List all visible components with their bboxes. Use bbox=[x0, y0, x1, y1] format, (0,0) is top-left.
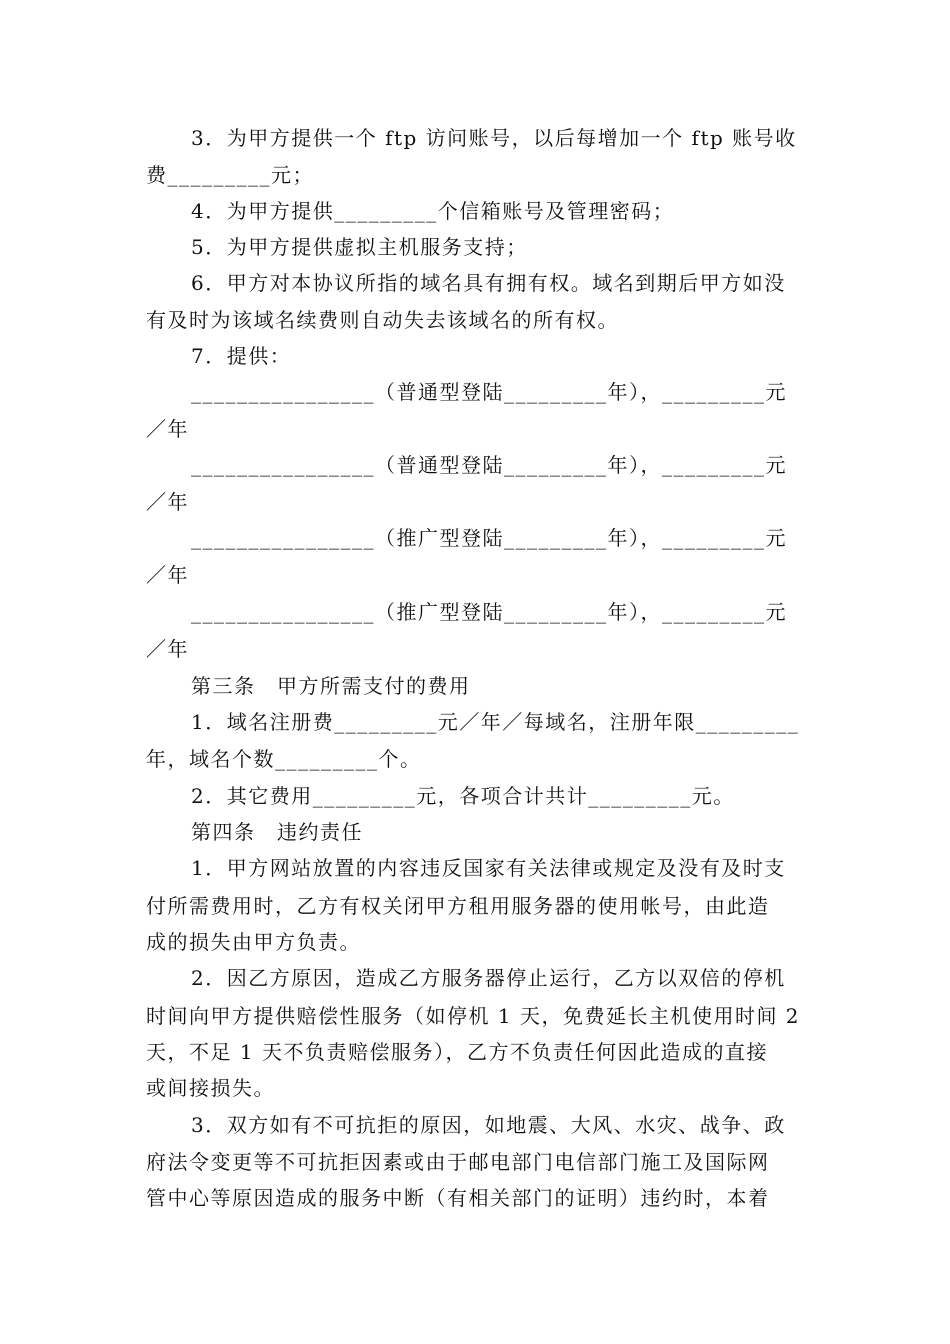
fee-row-unit: ／年 bbox=[146, 637, 189, 661]
text-line: 有及时为该域名续费则自动失去该域名的所有权。 bbox=[146, 308, 619, 332]
text-line: 时间向甲方提供赔偿性服务（如停机 1 天，免费延长主机使用时间 2 bbox=[146, 1004, 801, 1028]
text-line: 7．提供： bbox=[191, 344, 292, 368]
fee-row: ________________（推广型登陆_________年），_________元 bbox=[191, 526, 787, 550]
section-heading: 第三条 甲方所需支付的费用 bbox=[191, 674, 471, 698]
section-heading: 第四条 违约责任 bbox=[191, 820, 363, 844]
text-line: 5．为甲方提供虚拟主机服务支持； bbox=[191, 235, 528, 259]
text-line: 天，不足 1 天不负责赔偿服务），乙方不负责任何因此造成的直接 bbox=[146, 1040, 768, 1064]
text-line: 2．其它费用_________元，各项合计共计_________元。 bbox=[191, 784, 735, 808]
fee-row-unit: ／年 bbox=[146, 490, 189, 514]
fee-row: ________________（普通型登陆_________年），_________元 bbox=[191, 380, 787, 404]
text-line: 2．因乙方原因，造成乙方服务器停止运行，乙方以双倍的停机 bbox=[191, 966, 786, 990]
fee-row: ________________（推广型登陆_________年），_________元 bbox=[191, 600, 787, 624]
fee-row-unit: ／年 bbox=[146, 417, 189, 441]
text-line: 或间接损失。 bbox=[146, 1076, 275, 1100]
text-line: 3．双方如有不可抗拒的原因，如地震、大风、水灾、战争、政 bbox=[191, 1113, 786, 1137]
text-line: 1．甲方网站放置的内容违反国家有关法律或规定及没有及时支 bbox=[191, 856, 786, 880]
text-line: 付所需费用时，乙方有权关闭甲方租用服务器的使用帐号，由此造 bbox=[146, 894, 770, 918]
fee-row-unit: ／年 bbox=[146, 563, 189, 587]
text-line: 6．甲方对本协议所指的域名具有拥有权。域名到期后甲方如没 bbox=[191, 271, 786, 295]
text-line: 3．为甲方提供一个 ftp 访问账号，以后每增加一个 ftp 账号收 bbox=[191, 126, 797, 150]
text-line: 1．域名注册费_________元／年／每域名，注册年限_________ bbox=[191, 710, 800, 734]
text-line: 府法令变更等不可抗拒因素或由于邮电部门电信部门施工及国际网 bbox=[146, 1150, 770, 1174]
text-line: 年，域名个数_________个。 bbox=[146, 747, 422, 771]
text-line: 4．为甲方提供_________个信箱账号及管理密码； bbox=[191, 199, 675, 223]
fee-row: ________________（普通型登陆_________年），_________元 bbox=[191, 453, 787, 477]
text-line: 成的损失由甲方负责。 bbox=[146, 930, 361, 954]
text-line: 费_________元； bbox=[146, 163, 314, 187]
text-line: 管中心等原因造成的服务中断（有相关部门的证明）违约时，本着 bbox=[146, 1186, 770, 1210]
